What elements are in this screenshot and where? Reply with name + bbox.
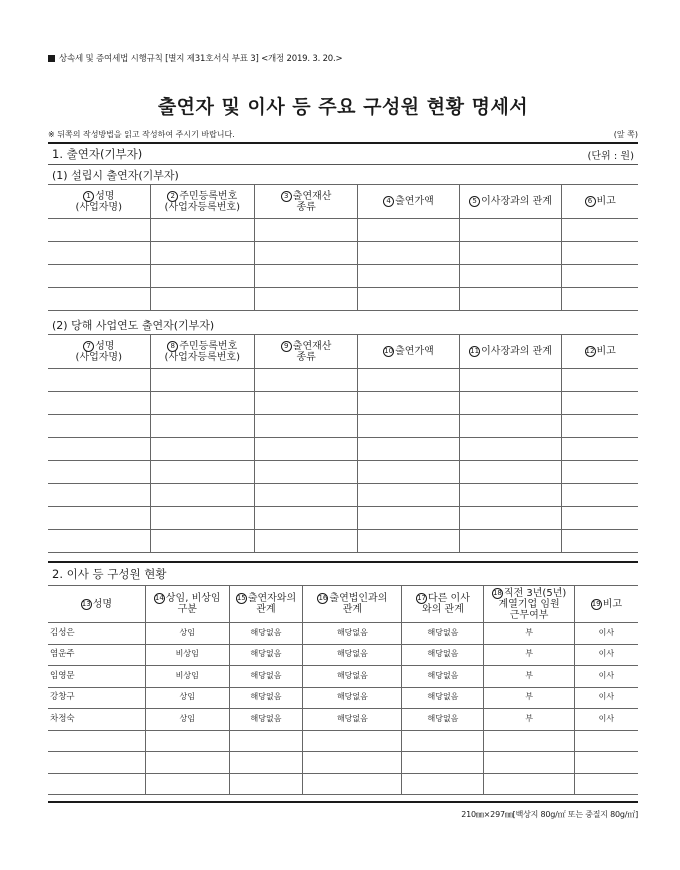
cell[interactable]	[459, 461, 562, 484]
member-affiliate[interactable]: 부	[484, 666, 574, 688]
col-header-note: 6 비고	[562, 185, 638, 219]
member-note[interactable]: 이사	[574, 666, 638, 688]
cell[interactable]	[358, 242, 459, 265]
table-row	[48, 730, 638, 752]
cell[interactable]	[48, 507, 150, 530]
table-row	[48, 709, 638, 731]
col-header-affiliate: 18 직전 3년(5년) 계열기업 임원 근무여부	[484, 586, 574, 623]
member-type[interactable]: 비상임	[145, 644, 229, 666]
instruction-row	[48, 129, 638, 140]
table-row	[48, 288, 638, 311]
page-side-label: (앞 쪽)	[613, 130, 638, 139]
col-header-name: 7 성명 (사업자명)	[48, 335, 150, 369]
circled-number-icon: 9	[281, 341, 292, 352]
section1-heading: 1. 출연자(기부자)	[52, 147, 143, 161]
section1-header	[48, 144, 638, 164]
table-row	[48, 687, 638, 709]
col-header-amount: 4 출연가액	[358, 185, 459, 219]
cell[interactable]	[254, 242, 357, 265]
cell[interactable]	[562, 219, 638, 242]
cell[interactable]	[562, 507, 638, 530]
table-row	[48, 265, 638, 288]
member-name[interactable]: 강창구	[48, 687, 145, 709]
cell[interactable]	[254, 461, 357, 484]
cell[interactable]	[150, 392, 254, 415]
cell[interactable]	[358, 530, 459, 553]
cell[interactable]	[229, 773, 303, 795]
cell[interactable]	[48, 752, 145, 774]
cell[interactable]	[562, 461, 638, 484]
member-rel-other[interactable]: 해당없음	[402, 623, 484, 645]
cell[interactable]	[48, 288, 150, 311]
cell[interactable]	[229, 730, 303, 752]
member-rel-corp[interactable]: 해당없음	[303, 666, 402, 688]
table-row	[48, 773, 638, 795]
cell[interactable]	[562, 415, 638, 438]
col-header-name: 1 성명 (사업자명)	[48, 185, 150, 219]
cell[interactable]	[150, 438, 254, 461]
cell[interactable]	[484, 752, 574, 774]
cell[interactable]	[358, 369, 459, 392]
cell[interactable]	[254, 484, 357, 507]
circled-number-icon: 6	[585, 196, 596, 207]
sub2-heading: (2) 당해 사업연도 출연자(기부자)	[52, 318, 215, 332]
cell[interactable]	[150, 415, 254, 438]
circled-number-icon: 14	[154, 594, 164, 602]
cell[interactable]	[48, 219, 150, 242]
cell[interactable]	[48, 773, 145, 795]
member-rel-donor[interactable]: 해당없음	[229, 644, 303, 666]
col-header-note: 19 비고	[574, 586, 638, 623]
cell[interactable]	[150, 265, 254, 288]
bottom-divider	[48, 801, 638, 803]
cell[interactable]	[459, 265, 562, 288]
cell[interactable]	[48, 461, 150, 484]
cell[interactable]	[150, 484, 254, 507]
cell[interactable]	[150, 219, 254, 242]
circled-number-icon: 5	[469, 196, 480, 207]
cell[interactable]	[150, 369, 254, 392]
member-affiliate[interactable]: 부	[484, 687, 574, 709]
table-row	[48, 219, 638, 242]
member-name[interactable]: 염운주	[48, 644, 145, 666]
cell[interactable]	[303, 730, 402, 752]
cell[interactable]	[358, 219, 459, 242]
member-affiliate[interactable]: 부	[484, 644, 574, 666]
member-rel-other[interactable]: 해당없음	[402, 644, 484, 666]
cell[interactable]	[562, 392, 638, 415]
cell[interactable]	[254, 438, 357, 461]
table-header-row	[48, 335, 638, 369]
cell[interactable]	[562, 288, 638, 311]
sub1-header	[48, 165, 638, 184]
cell[interactable]	[145, 730, 229, 752]
col-header-relation: 5 이사장과의 관계	[459, 185, 562, 219]
cell[interactable]	[254, 392, 357, 415]
circled-number-icon: 11	[470, 347, 480, 355]
unit-label: (단위 : 원)	[587, 150, 634, 162]
square-bullet-icon	[48, 55, 55, 62]
member-name[interactable]: 임영문	[48, 666, 145, 688]
member-note[interactable]: 이사	[574, 623, 638, 645]
founding-donor-table	[48, 184, 638, 311]
cell[interactable]	[150, 242, 254, 265]
circled-number-icon: 2	[167, 191, 178, 202]
circled-number-icon: 4	[383, 196, 394, 207]
cell[interactable]	[358, 507, 459, 530]
cell[interactable]	[402, 773, 484, 795]
member-affiliate[interactable]: 부	[484, 623, 574, 645]
circled-number-icon: 12	[585, 347, 595, 355]
col-header-rel-other: 17 다른 이사 와의 관계	[402, 586, 484, 623]
circled-number-icon: 13	[81, 599, 91, 608]
cell[interactable]	[48, 415, 150, 438]
cell[interactable]	[484, 773, 574, 795]
cell[interactable]	[459, 242, 562, 265]
member-rel-donor[interactable]: 해당없음	[229, 666, 303, 688]
cell[interactable]	[48, 242, 150, 265]
cell[interactable]	[48, 392, 150, 415]
member-rel-corp[interactable]: 해당없음	[303, 623, 402, 645]
circled-number-icon: 10	[384, 347, 394, 355]
member-rel-other[interactable]: 해당없음	[402, 687, 484, 709]
section2-heading: 2. 이사 등 구성원 현황	[52, 567, 167, 581]
member-note[interactable]: 이사	[574, 644, 638, 666]
cell[interactable]	[254, 288, 357, 311]
form-header-note	[48, 52, 638, 64]
cell[interactable]	[459, 288, 562, 311]
cell[interactable]	[48, 484, 150, 507]
table-row	[48, 484, 638, 507]
circled-number-icon: 19	[591, 599, 601, 608]
cell[interactable]	[562, 484, 638, 507]
table-row	[48, 461, 638, 484]
col-header-rel-donor: 15 출연자와의 관계	[229, 586, 303, 623]
table-row	[48, 369, 638, 392]
cell[interactable]	[254, 530, 357, 553]
cell[interactable]	[562, 265, 638, 288]
member-rel-donor[interactable]: 해당없음	[229, 687, 303, 709]
cell[interactable]	[254, 507, 357, 530]
circled-number-icon: 8	[167, 341, 178, 352]
member-rel-corp[interactable]: 해당없음	[303, 644, 402, 666]
cell[interactable]	[574, 730, 638, 752]
cell[interactable]	[303, 773, 402, 795]
cell[interactable]	[145, 752, 229, 774]
col-header-id: 2 주민등록번호 (사업자등록번호)	[150, 185, 254, 219]
col-header-asset-type: 9 출연재산 종류	[254, 335, 357, 369]
cell[interactable]	[358, 392, 459, 415]
member-type[interactable]: 상임	[145, 623, 229, 645]
table-row	[48, 438, 638, 461]
col-header-amount: 10 출연가액	[358, 335, 459, 369]
cell[interactable]	[254, 219, 357, 242]
circled-number-icon: 1	[83, 191, 94, 202]
cell[interactable]	[459, 392, 562, 415]
cell[interactable]	[562, 369, 638, 392]
member-type[interactable]: 상임	[145, 709, 229, 731]
member-rel-donor[interactable]: 해당없음	[229, 623, 303, 645]
cell[interactable]	[402, 730, 484, 752]
sub2-header	[48, 315, 638, 334]
member-type[interactable]: 비상임	[145, 666, 229, 688]
cell[interactable]	[303, 752, 402, 774]
member-type[interactable]: 상임	[145, 687, 229, 709]
cell[interactable]	[459, 507, 562, 530]
cell[interactable]	[459, 369, 562, 392]
paper-spec-footer: 210㎜×297㎜[백상지 80g/㎡ 또는 중질지 80g/㎡]	[461, 810, 638, 819]
cell[interactable]	[254, 265, 357, 288]
member-rel-corp[interactable]: 해당없음	[303, 687, 402, 709]
circled-number-icon: 17	[417, 594, 426, 602]
cell[interactable]	[562, 530, 638, 553]
cell[interactable]	[150, 507, 254, 530]
table-row	[48, 644, 638, 666]
member-note[interactable]: 이사	[574, 709, 638, 731]
cell[interactable]	[150, 530, 254, 553]
col-header-note: 12 비고	[562, 335, 638, 369]
cell[interactable]	[145, 773, 229, 795]
cell[interactable]	[459, 484, 562, 507]
cell[interactable]	[459, 530, 562, 553]
cell[interactable]	[459, 438, 562, 461]
member-note[interactable]: 이사	[574, 687, 638, 709]
cell[interactable]	[574, 752, 638, 774]
board-members-table	[48, 585, 638, 795]
cell[interactable]	[358, 265, 459, 288]
table-row	[48, 752, 638, 774]
cell[interactable]	[254, 415, 357, 438]
table-row	[48, 507, 638, 530]
table-row	[48, 392, 638, 415]
section2-header	[48, 563, 638, 585]
cell[interactable]	[48, 369, 150, 392]
member-affiliate[interactable]: 부	[484, 709, 574, 731]
cell[interactable]	[229, 752, 303, 774]
col-header-name: 13 성명	[48, 586, 145, 623]
member-name[interactable]: 김성은	[48, 623, 145, 645]
table-row	[48, 623, 638, 645]
table-row	[48, 242, 638, 265]
cell[interactable]	[150, 288, 254, 311]
col-header-relation: 11 이사장과의 관계	[459, 335, 562, 369]
sub1-heading: (1) 설립시 출연자(기부자)	[52, 168, 179, 182]
cell[interactable]	[358, 415, 459, 438]
cell[interactable]	[48, 530, 150, 553]
cell[interactable]	[48, 438, 150, 461]
cell[interactable]	[459, 219, 562, 242]
member-name[interactable]: 차정숙	[48, 709, 145, 731]
header-note-text: 상속세 및 증여세법 시행규칙 [별지 제31호서식 부표 3] <개정 2019. 3. 20.>	[59, 54, 343, 64]
circled-number-icon: 18	[492, 588, 502, 597]
col-header-asset-type: 3 출연재산 종류	[254, 185, 357, 219]
table-row	[48, 530, 638, 553]
cell[interactable]	[562, 242, 638, 265]
col-header-rel-corp: 16 출연법인과의 관계	[303, 586, 402, 623]
member-rel-corp[interactable]: 해당없음	[303, 709, 402, 731]
table-row	[48, 415, 638, 438]
circled-number-icon: 16	[318, 594, 328, 602]
cell[interactable]	[358, 484, 459, 507]
cell[interactable]	[358, 438, 459, 461]
form-page	[48, 52, 638, 820]
member-rel-other[interactable]: 해당없음	[402, 666, 484, 688]
cell[interactable]	[459, 415, 562, 438]
member-rel-other[interactable]: 해당없음	[402, 709, 484, 731]
cell[interactable]	[254, 369, 357, 392]
col-header-standing: 14 상임, 비상임 구분	[145, 586, 229, 623]
circled-number-icon: 15	[236, 594, 246, 602]
cell[interactable]	[358, 288, 459, 311]
circled-number-icon: 7	[83, 341, 94, 352]
instruction-text: ※ 뒤쪽의 작성방법을 읽고 작성하여 주시기 바랍니다.	[48, 130, 235, 139]
cell[interactable]	[358, 461, 459, 484]
col-header-id: 8 주민등록번호 (사업자등록번호)	[150, 335, 254, 369]
cell[interactable]	[484, 730, 574, 752]
cell[interactable]	[150, 461, 254, 484]
cell[interactable]	[48, 265, 150, 288]
current-year-donor-table	[48, 334, 638, 553]
cell[interactable]	[574, 773, 638, 795]
cell[interactable]	[402, 752, 484, 774]
table-header-row	[48, 586, 638, 623]
member-rel-donor[interactable]: 해당없음	[229, 709, 303, 731]
table-header-row	[48, 185, 638, 219]
circled-number-icon: 3	[281, 191, 292, 202]
form-title: 출연자 및 이사 등 주요 구성원 현황 명세서	[157, 96, 529, 118]
cell[interactable]	[562, 438, 638, 461]
table-row	[48, 666, 638, 688]
cell[interactable]	[48, 730, 145, 752]
